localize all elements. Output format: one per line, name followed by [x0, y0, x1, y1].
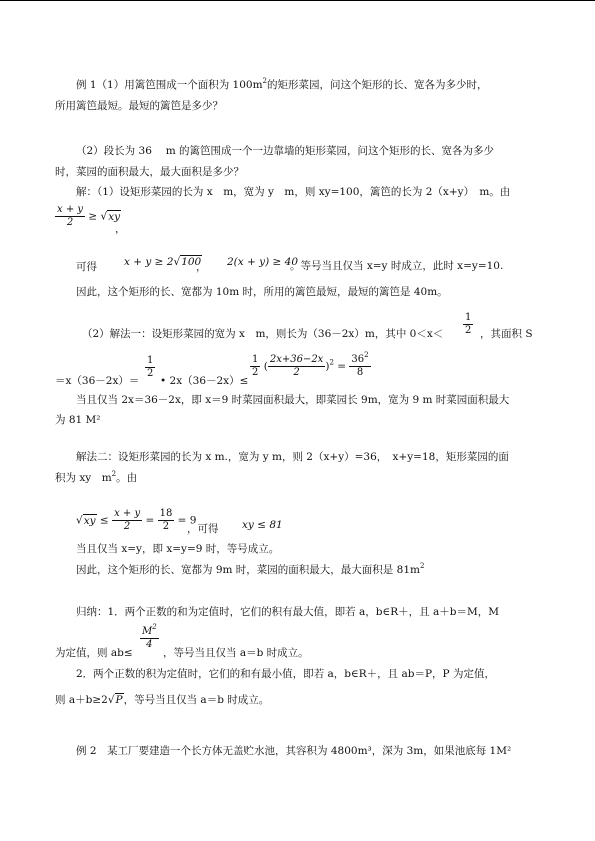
sol2b-num1: x + y — [114, 508, 141, 519]
sol2b-line1: 解法二：设矩形菜园的长为 x m.，宽为 y m，则 2（x+y）=36， x+y=18，矩形菜园的面 — [76, 451, 509, 463]
sol2b-formula — [76, 508, 197, 533]
sol2-half3-num: 1 — [252, 354, 259, 365]
sol2b-den2: 2 — [162, 521, 170, 532]
sol2-res-frac — [349, 351, 370, 379]
sol1-f1-text: x + y ≥ 2 — [124, 256, 174, 268]
sol1-ineq-formula — [55, 204, 121, 229]
sol2-line2-b: • 2x（36－2x）≤ — [160, 375, 249, 387]
ex1-line1-sup: 2 — [262, 77, 268, 85]
summary-sqrt: √P — [107, 694, 123, 706]
ex1b-line2: 时，菜园的面积最大，最大面积是多少？ — [55, 166, 244, 178]
sol2b-line2 — [55, 471, 137, 485]
sol2-half-frac — [463, 312, 473, 337]
sol1-ineq-fraction — [55, 204, 85, 229]
sol2b-result: xy ≤ 81 — [242, 519, 283, 531]
summary-line4 — [55, 693, 269, 707]
sol2b-line4-text: 因此，这个矩形的长、宽都为 9m 时，菜园的面积最大，最大面积是 81m — [76, 564, 420, 576]
summary-rad: P — [115, 694, 123, 706]
sol2b-line2-end: 。由 — [116, 472, 138, 484]
sol1-line1: 解：（1）设矩形菜园的长为 x m，宽为 y m，则 xy=100，篱笆的长为 2（x+y） m。由 — [76, 186, 511, 198]
summary-line2-a: 为定值，则 ab≤ — [55, 647, 133, 659]
sol2-half-fraction — [463, 312, 473, 337]
sol1-formula-1: x + y ≥ 2√100 — [124, 256, 202, 268]
sol2-half-frac-2 — [145, 355, 155, 380]
ex1-line1-text: 例 1（1）用篱笆围成一个面积为 100m — [76, 79, 263, 91]
ex2-line1: 例 2 某工厂要建造一个长方体无盖贮水池，其容积为 4800m³，深为 3m，如果池底每 1M² — [76, 745, 512, 757]
sol2-line2-a: ＝x（36－2x）＝ — [55, 375, 140, 387]
summary-frac — [140, 623, 159, 651]
sol2b-frac2 — [158, 508, 175, 533]
sol1-ineq-rad: xy — [108, 210, 121, 223]
sol2-res-num-wrap — [349, 351, 370, 367]
summary-m2-frac — [140, 623, 159, 651]
sol2b-rad: xy — [83, 514, 96, 527]
sol2-res-num: 36 — [351, 354, 365, 365]
summary-frac-num — [140, 623, 159, 639]
sol2b-line4-sup: 2 — [419, 562, 425, 570]
summary-line3: 2．两个正数的积为定值时，它们的和有最小值，即若 a，b∈R＋，且 ab＝P，P 为定值， — [76, 668, 495, 680]
sol1-ineq-comma: ， — [115, 223, 126, 235]
sol2-line1-end: ，其面积 S — [480, 328, 533, 340]
sol2b-num2: 18 — [159, 508, 173, 519]
summary-line1: 归纳：1．两个正数的和为定值时，它们的积有最大值，即若 a，b∈R＋，且 a＋b＝M，M — [76, 606, 499, 618]
summary-frac-m: M — [142, 626, 153, 637]
sol1-f1-rad: 100 — [181, 256, 202, 268]
sol2b-le: ≤ — [99, 514, 109, 527]
sol2b-frac1 — [112, 508, 142, 533]
sol2b-line3: 当且仅当 x=y，即 x=y=9 时，等号成立。 — [76, 543, 280, 555]
summary-frac-sup: 2 — [152, 623, 157, 631]
sol2-res-den: 8 — [356, 367, 364, 378]
sol2-half2-num: 1 — [147, 355, 154, 366]
sol1-f1-comma: ， — [196, 261, 207, 273]
sol2-big-num: 2x+36−2x — [269, 354, 324, 365]
sol2b-eq: = — [145, 514, 155, 527]
sol1-ineq-num: x + y — [57, 204, 84, 215]
sol2-half-den: 2 — [465, 325, 472, 336]
sol1-ineq-sqrt: √xy — [100, 210, 121, 223]
sol2-big-den: 2 — [293, 367, 300, 378]
sol2-half2-den: 2 — [147, 368, 154, 379]
sol2-line4: 为 81 M² — [55, 414, 101, 426]
ex1-line1 — [76, 78, 488, 92]
sol2-lparen: ( — [263, 360, 268, 373]
sol1-f2-tail: 。等号当且仅当 x=y 时成立，此时 x=y=10. — [290, 260, 504, 272]
summary-frac-den: 4 — [146, 639, 153, 650]
sol2b-kede: ，可得 — [187, 523, 219, 535]
sol1-conclusion: 因此，这个矩形的长、宽都为 10m 时，所用的篱笆最短，最短的篱笆是 40m。 — [76, 286, 448, 298]
sol2-half3-den: 2 — [252, 367, 259, 378]
sol2b-sqrt: √xy — [76, 514, 96, 527]
sol2b-line4 — [76, 563, 424, 577]
sol2-big-frac — [268, 354, 326, 379]
sol1-ineq-rel: ≥ — [88, 210, 98, 223]
ex1-line1-end: 的矩形菜园，问这个矩形的长、宽各为多少时， — [267, 79, 488, 91]
sol1-kede: 可得 — [76, 261, 97, 273]
sol2-res-num-sup: 2 — [364, 351, 369, 359]
sol1-formula-2: 2(x + y) ≥ 40 — [227, 256, 299, 268]
summary-line4-a: 则 a＋b≥2 — [55, 694, 108, 706]
sol2-rparen: ) — [325, 360, 330, 373]
sol1-ineq-den: 2 — [66, 217, 74, 228]
sol2b-line2-sup: 2 — [111, 470, 117, 478]
sol2-big-exp: 2 — [329, 358, 334, 367]
page-top-rule — [0, 0, 595, 1]
sol2b-line2-text: 积为 xy m — [55, 472, 112, 484]
sol2-half-num: 1 — [465, 312, 472, 323]
sol2-line3: 当且仅当 2x＝36－2x，即 x＝9 时菜园面积最大，即菜园长 9m，宽为 9 m 时菜园面积最大 — [76, 394, 510, 406]
sol2-line1: （2）解法一：设矩形菜园的宽为 x m，则长为（36－2x）m，其中 0＜x＜ — [82, 328, 444, 340]
sol2-eq: = — [337, 360, 347, 373]
ex1b-line1: （2）段长为 36 m 的篱笆围成一个一边靠墙的矩形菜园，问这个矩形的长、宽各为多少 — [76, 145, 495, 157]
sol2b-den1: 2 — [123, 521, 131, 532]
sol2-big-formula — [250, 351, 371, 379]
sol2-half-fraction-2 — [145, 355, 155, 380]
ex1-line2: 所用篱笆最短。最短的篱笆是多少？ — [55, 100, 223, 112]
summary-line4-b: ，等号当且仅当 a＝b 时成立。 — [123, 694, 270, 706]
summary-line2-b: ，等号当且仅当 a＝b 时成立。 — [163, 647, 309, 659]
sol2-half-frac-3 — [250, 354, 260, 379]
sol2b-eq2: = 9 — [177, 514, 197, 527]
